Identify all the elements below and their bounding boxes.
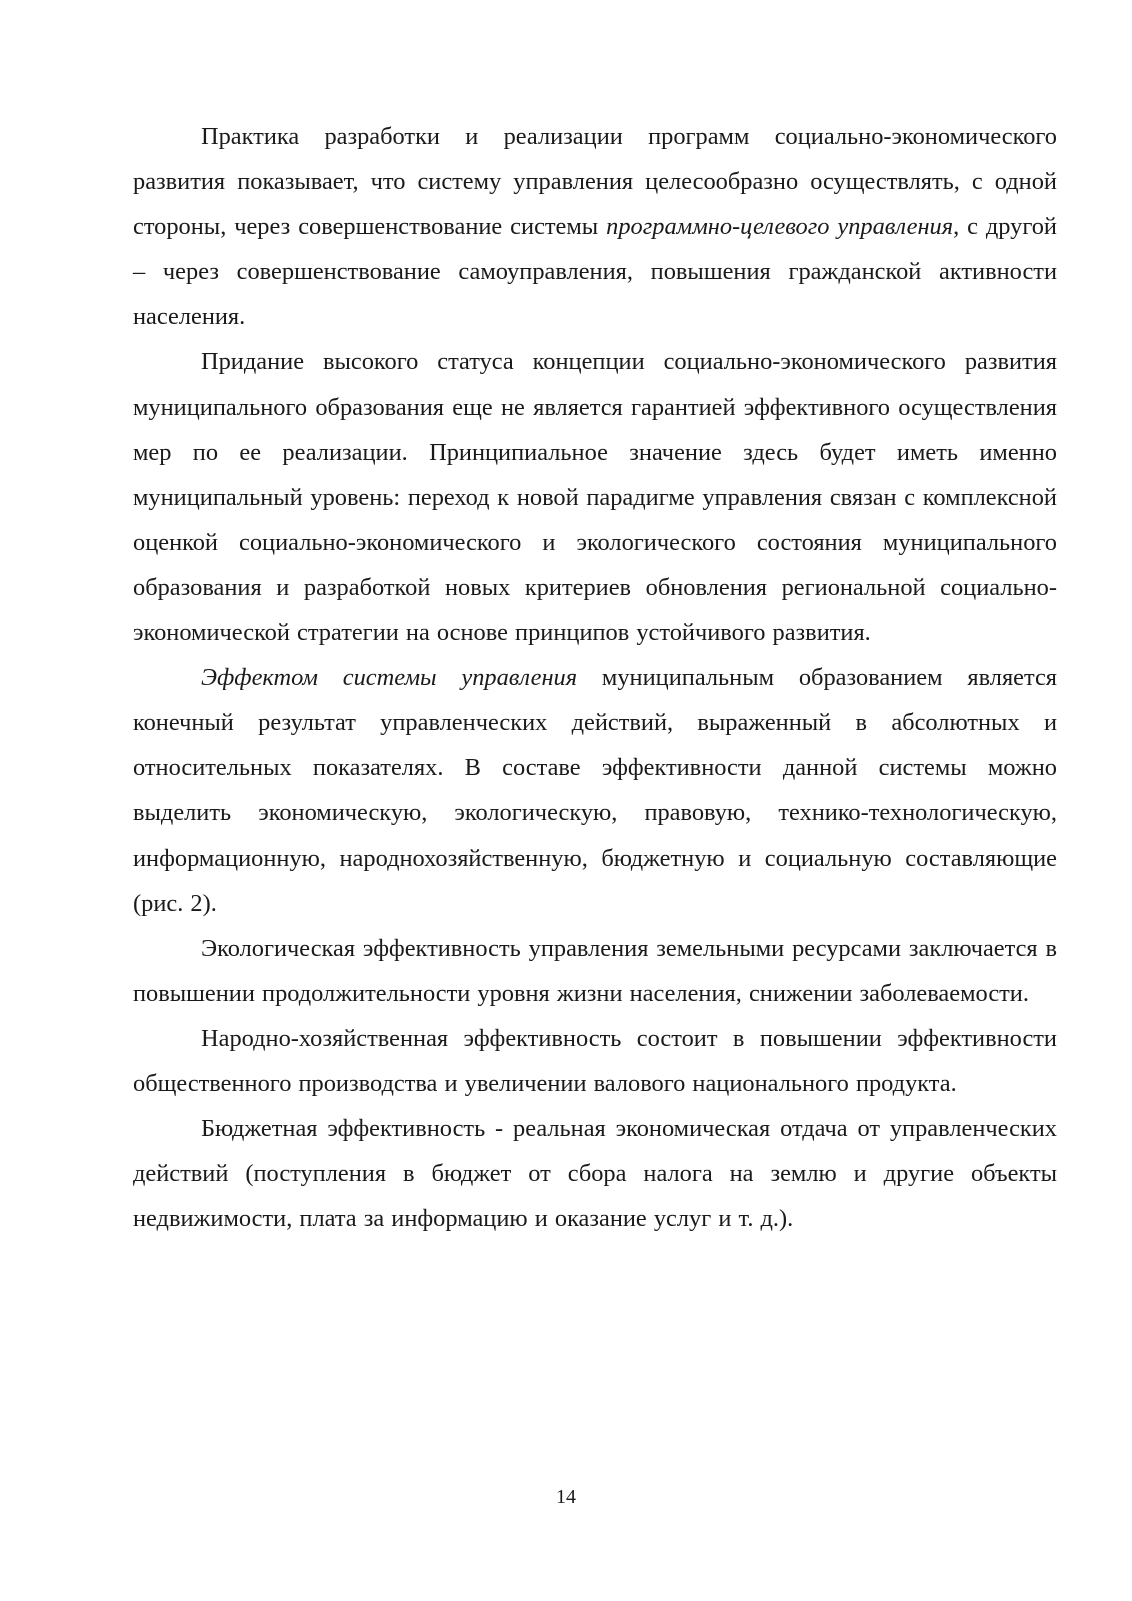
paragraph-text: Придание высокого статуса концепции социально-экономического развития муниципального образования еще не является гарантией эффективного осуществления мер по ее реализации. Принципиальное значение здесь будет иметь именно муниципальный уровень: переход к новой парадигме управления связан с комплексной оценкой социально-экономического и экологического состояния муниципального образования и разработкой новых критериев обновления региональной социально-экономической стратегии на основе принципов устойчивого развития.	[133, 348, 1057, 647]
paragraph-text: Практика разработки и реализации программ социально-экономического развития показывает, что систему управления целесообразно осуществлять, с одной стороны, через совершенствование системы	[133, 123, 1057, 241]
paragraph-text: Народно-хозяйственная эффективность состоит в повышении эффективности общественного производства и увеличении валового национального продукта.	[133, 1024, 1057, 1097]
paragraph	[133, 926, 1057, 1016]
document-body	[133, 114, 1057, 1241]
paragraph	[133, 1016, 1057, 1106]
paragraph	[133, 655, 1057, 926]
paragraph-text: муниципальным образованием является конечный результат управленческих действий, выраженный в абсолютных и относительных показателях. В составе эффективности данной системы можно выделить экономическую, экологическую, правовую, технико-технологическую, информационную, народнохозяйственную, бюджетную и социальную составляющие (рис. 2).	[133, 664, 1058, 917]
italic-term: программно-целевого управления	[606, 213, 954, 241]
page-number: 14	[556, 1486, 576, 1508]
paragraph-text: Экологическая эффективность управления земельными ресурсами заключается в повышении продолжительности уровня жизни населения, снижении заболеваемости.	[133, 934, 1057, 1007]
paragraph-text: Бюджетная эффективность - реальная экономическая отдача от управленческих действий (поступления в бюджет от сбора налога на землю и другие объекты недвижимости, плата за информацию и оказание услуг и т. д.).	[133, 1115, 1057, 1233]
paragraph-text: , с другой – через совершенствование самоуправления, повышения гражданской активности населения.	[133, 213, 1057, 331]
paragraph	[133, 339, 1057, 655]
paragraph	[133, 1106, 1057, 1241]
italic-term: Эффектом системы управления	[201, 664, 578, 692]
paragraph	[133, 114, 1057, 339]
